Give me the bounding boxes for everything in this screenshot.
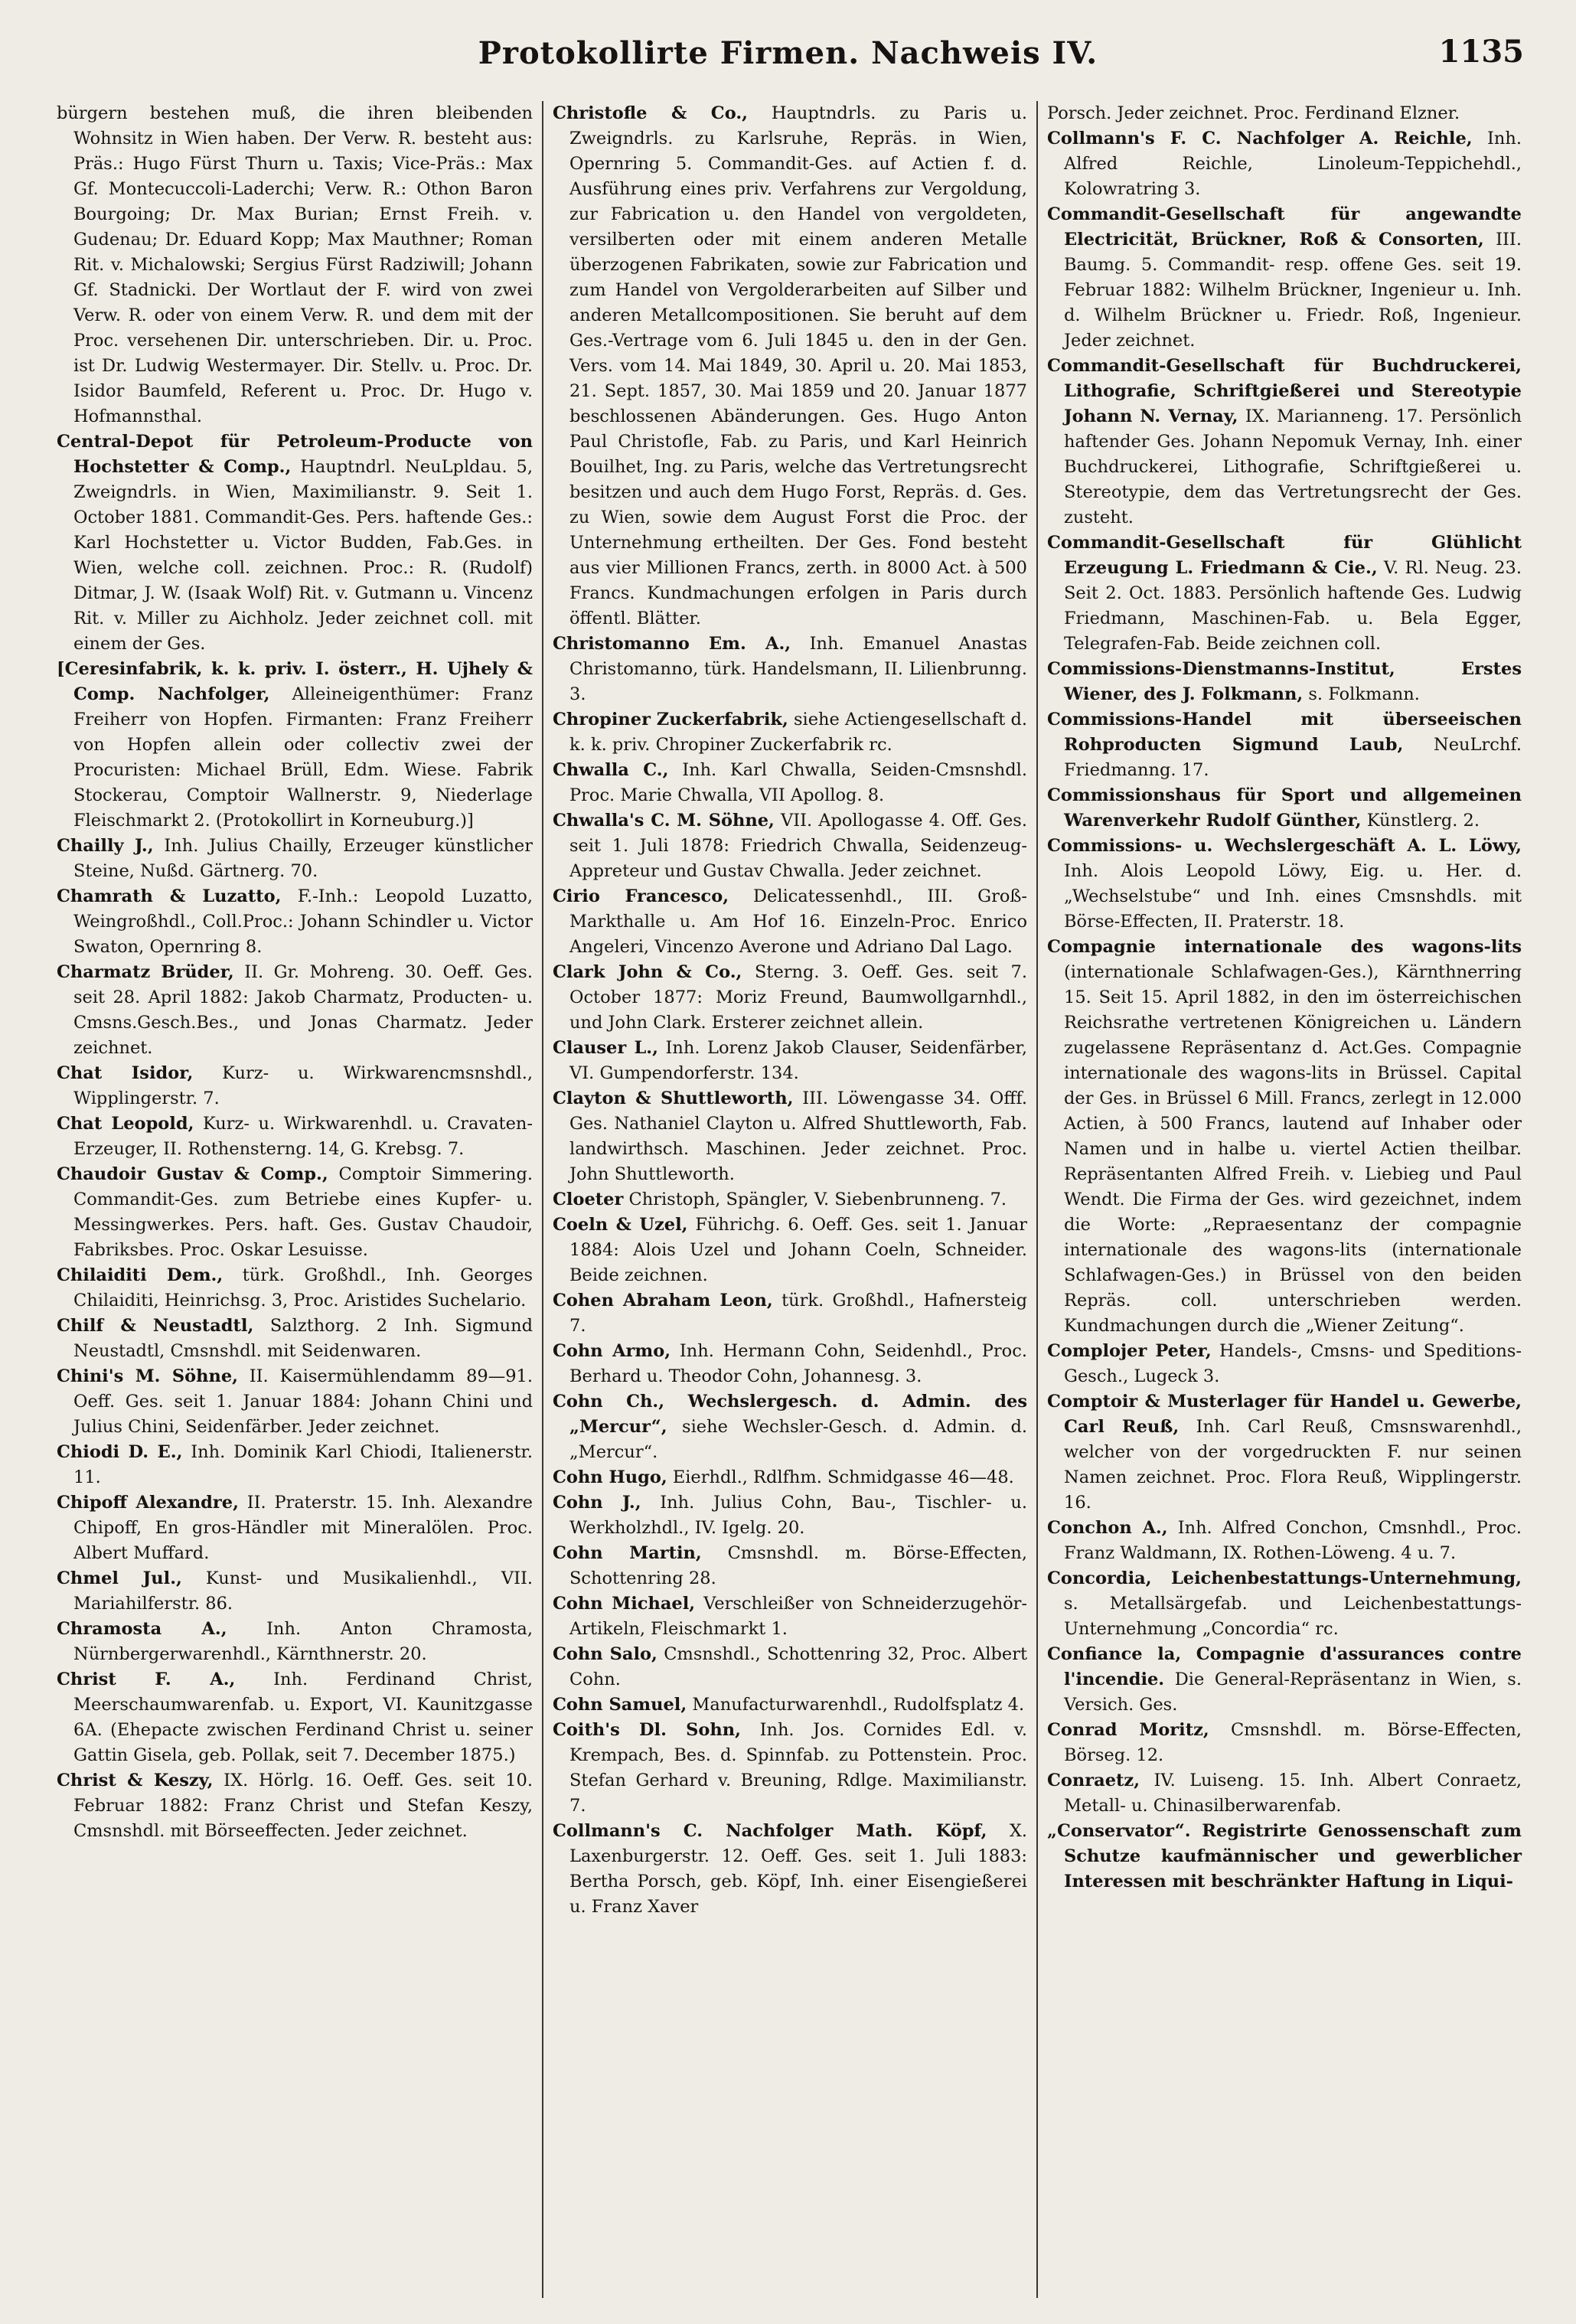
- directory-entry: [553, 808, 1027, 884]
- entry-text: II. Praterstr. 15. Inh. Alexandre Chipoff, En gros-Händler mit Mineralölen. Proc. Albert Muffard.: [73, 1493, 533, 1563]
- firm-name: Chat Leopold,: [57, 1114, 194, 1134]
- entry-text: IX. Marianneng. 17. Persönlich haftender Ges. Johann Nepomuk Vernay, Inh. einer Buchdruckerei, Lithografie, Schriftgießerei u. Stereotypie, dem das Vertretungsrecht der Ges. zusteht.: [1064, 406, 1522, 527]
- firm-name: Cohn Armo,: [553, 1341, 671, 1361]
- entry-text: Delicatessenhdl., III. Groß-Markthalle u. Am Hof 16. Einzeln-Proc. Enrico Angeleri, Vincenzo Averone und Adriano Dal Lago.: [569, 886, 1028, 957]
- firm-name: Chipoff Alexandre,: [57, 1493, 239, 1513]
- directory-entry: [57, 1364, 533, 1440]
- directory-entry: [1047, 834, 1522, 935]
- directory-entry: [553, 1642, 1027, 1692]
- entry-text: Hauptndrls. zu Paris u. Zweigndrls. zu Karlsruhe, Repräs. in Wien, Opernring 5. Commandit-Ges. auf Actien f. d. Ausführung eines priv. Verfahrens zur Vergoldung, zur Fabrication u. den Handel von vergoldeten, versilberten oder mit einem anderen Metalle überzogenen Fabrikaten, sowie zur Fabrication und zum Handel von Vergolderarbeiten auf Silber und anderen Metallcompositionen. Sie beruht auf dem Ges.-Vertrage vom 6. Juli 1845 u. den in der Gen. Vers. vom 14. Mai 1849, 30. April u. 20. Mai 1853, 21. Sept. 1857, 30. Mai 1859 und 20. Januar 1877 beschlossenen Abänderungen. Ges. Hugo Anton Paul Christofle, Fab. zu Paris, und Karl Heinrich Bouilhet, Ing. zu Paris, welche das Vertretungsrecht besitzen und auch dem Hugo Forst, Repräs. d. Ges. zu Wien, sowie dem August Forst die Proc. der Unternehmung ertheilten. Der Ges. Fond besteht aus vier Millionen Francs, zerth. in 8000 Act. à 500 Francs. Kundmachungen erfolgen in Paris durch öffentl. Blätter.: [569, 103, 1028, 628]
- text-columns: [47, 101, 1532, 2298]
- firm-name: Cohn Hugo,: [553, 1467, 667, 1487]
- entry-text: siehe Actiengesellschaft d. k. k. priv. Chropiner Zuckerfabrik rc.: [569, 710, 1027, 755]
- firm-name: Chwalla's C. M. Söhne,: [553, 811, 775, 831]
- entry-text: Inh. Alois Leopold Löwy, Eig. u. Her. d. „Wechselstube“ und Inh. eines Cmsnshdls. mit Börse-Effecten, II. Praterstr. 18.: [1064, 861, 1522, 932]
- entry-text: Inh. Dominik Karl Chiodi, Italienerstr. 11.: [73, 1442, 533, 1487]
- directory-entry: [553, 1187, 1027, 1213]
- directory-entry: [1047, 1389, 1522, 1516]
- entry-text: V. Rl. Neug. 23. Seit 2. Oct. 1883. Persönlich haftende Ges. Ludwig Friedmann, Maschinen-Fab. u. Bela Egger, Telegrafen-Fab. Beide zeichnen coll.: [1064, 558, 1522, 654]
- entry-text: Inh. Jos. Cornides Edl. v. Krempach, Bes. d. Spinnfab. zu Pottenstein. Proc. Stefan Gerhard v. Breuning, Rdlge. Maximilianstr. 7.: [569, 1720, 1027, 1816]
- firm-name: Cloeter: [553, 1190, 624, 1209]
- column-2: [542, 101, 1036, 2298]
- directory-entry: [553, 884, 1027, 960]
- directory-entry: [553, 632, 1027, 707]
- entry-text: IX. Hörlg. 16. Oeff. Ges. seit 10. Februar 1882: Franz Christ und Stefan Keszy, Cmsnshdl. mit Börseeffecten. Jeder zeichnet.: [73, 1771, 533, 1841]
- directory-entry: [1047, 657, 1522, 707]
- column-3: [1036, 101, 1531, 2298]
- firm-name: Coeln & Uzel,: [553, 1215, 688, 1235]
- entry-text: Inh. Alfred Conchon, Cmsnhdl., Proc. Franz Waldmann, IX. Rothen-Löweng. 4 u. 7.: [1064, 1518, 1522, 1563]
- entry-text: siehe Wechsler-Gesch. d. Admin. d. „Mercur“.: [569, 1417, 1027, 1462]
- directory-entry: [553, 707, 1027, 758]
- entry-text: Führichg. 6. Oeff. Ges. seit 1. Januar 1884: Alois Uzel und Johann Coeln, Schneider. Beide zeichnen.: [569, 1215, 1028, 1285]
- directory-entry: [553, 1465, 1027, 1490]
- entry-text: Künstlerg. 2.: [1366, 811, 1480, 831]
- directory-entry: [553, 1086, 1027, 1187]
- entry-text: Kurz- u. Wirkwarencmsnshdl., Wipplingerstr. 7.: [73, 1063, 533, 1108]
- directory-entry: [553, 101, 1027, 632]
- entry-text: (internationale Schlafwagen-Ges.), Kärnthnerring 15. Seit 15. April 1882, in den im österreichischen Reichsrathe vertretenen Königreichen u. Ländern zugelassene Repräsentanz d. Act.Ges. Compagnie internationale des wagons-lits in Brüssel. Capital der Ges. in Brüssel 6 Mill. Francs, zerlegt in 12.000 Actien, à 500 Francs, lautend auf Inhaber oder Namen und in halbe u. viertel Actien theilbar. Repräsentanten Alfred Freih. v. Liebieg und Paul Wendt. Die Firma der Ges. wird gezeichnet, indem die Worte: „Repraesentanz der compagnie internationale des wagons-lits (internationale Schlafwagen-Ges.) in Brüssel von den beiden Repräs. coll. unterschrieben werden. Kundmachungen durch die „Wiener Zeitung“.: [1064, 962, 1522, 1336]
- directory-entry: [1047, 126, 1522, 202]
- firm-name: Clauser L.,: [553, 1038, 658, 1058]
- firm-name: Chilf & Neustadtl,: [57, 1316, 254, 1336]
- firm-name: Cohn Michael,: [553, 1594, 696, 1614]
- entry-text: Kurz- u. Wirkwarenhdl. u. Cravaten-Erzeuger, II. Rothensterng. 14, G. Krebsg. 7.: [73, 1114, 533, 1159]
- entry-text: Christoph, Spängler, V. Siebenbrunneng. 7.: [628, 1190, 1007, 1209]
- firm-name: Central-Depot für Petroleum-Producte von Hochstetter & Comp.,: [57, 432, 533, 477]
- directory-entry: [553, 1389, 1027, 1465]
- directory-entry: [1047, 530, 1522, 657]
- firm-name: Complojer Peter,: [1047, 1341, 1212, 1361]
- directory-entry: [1047, 354, 1522, 530]
- firm-name: Cohen Abraham Leon,: [553, 1291, 773, 1311]
- firm-name: „Conservator“. Registrirte Genossenschaft zum Schutze kaufmännischer und gewerblicher Interessen mit beschränkter Haftung in Liqui-: [1047, 1821, 1522, 1892]
- firm-name: Conrad Moritz,: [1047, 1720, 1209, 1740]
- firm-name: Cohn Ch., Wechslergesch. d. Admin. des „Mercur“,: [553, 1392, 1027, 1437]
- directory-entry: [1047, 1339, 1522, 1389]
- firm-name: Cohn J.,: [553, 1493, 641, 1513]
- entry-text: Inh. Carl Reuß, Cmsnswarenhdl., welcher von der vorgedruckten F. nur seinen Namen zeichnet. Proc. Flora Reuß, Wipplingerstr. 16.: [1064, 1417, 1522, 1513]
- directory-entry: [1047, 1768, 1522, 1819]
- firm-name: Chilaiditi Dem.,: [57, 1265, 224, 1285]
- entry-text: Cmsnshdl., Schottenring 32, Proc. Albert Cohn.: [569, 1644, 1027, 1689]
- firm-name: Conchon A.,: [1047, 1518, 1168, 1538]
- entry-text: Salzthorg. 2 Inh. Sigmund Neustadtl, Cmsnshdl. mit Seidenwaren.: [73, 1316, 533, 1361]
- entry-text: F.-Inh.: Leopold Luzatto, Weingroßhdl., Coll.Proc.: Johann Schindler u. Victor Swaton, Opernring 8.: [73, 886, 533, 957]
- entry-text: III. Löwengasse 34. Offf. Ges. Nathaniel Clayton u. Alfred Shuttleworth, Fab. landwirthsch. Maschinen. Jeder zeichnet. Proc. John Shuttleworth.: [569, 1089, 1027, 1184]
- entry-text: Die General-Repräsentanz in Wien, s. Versich. Ges.: [1064, 1670, 1522, 1715]
- directory-entry: [553, 758, 1027, 808]
- directory-entry: [1047, 202, 1522, 354]
- entry-text: Porsch. Jeder zeichnet. Proc. Ferdinand Elzner.: [1047, 103, 1460, 123]
- running-title: Protokollirte Firmen. Nachweis IV.: [478, 35, 1098, 71]
- firm-name: Commissionshaus für Sport und allgemeinen Warenverkehr Rudolf Günther,: [1047, 785, 1522, 831]
- entry-text: Manufacturwarenhdl., Rudolfsplatz 4.: [692, 1695, 1025, 1715]
- directory-entry: [553, 1490, 1027, 1541]
- directory-entry: [57, 1314, 533, 1364]
- entry-text: Comptoir Simmering. Commandit-Ges. zum Betriebe eines Kupfer- u. Messingwerkes. Pers. haft. Ges. Gustav Chaudoir, Fabriksbes. Proc. Oskar Lesuisse.: [73, 1164, 533, 1260]
- directory-entry: [57, 960, 533, 1061]
- directory-entry: [57, 1263, 533, 1314]
- directory-entry: [57, 1061, 533, 1111]
- firm-name: Chini's M. Söhne,: [57, 1366, 239, 1386]
- directory-entry: [57, 101, 533, 429]
- directory-entry: [553, 1213, 1027, 1288]
- firm-name: Christofle & Co.,: [553, 103, 748, 123]
- directory-entry: [553, 1036, 1027, 1086]
- firm-name: Charmatz Brüder,: [57, 962, 234, 982]
- directory-entry: [57, 834, 533, 884]
- firm-name: Christomanno Em. A.,: [553, 634, 791, 654]
- firm-name: Commandit-Gesellschaft für angewandte Electricität, Brückner, Roß & Consorten,: [1047, 204, 1522, 250]
- entry-text: Kunst- und Musikalienhdl., VII. Mariahilferstr. 86.: [73, 1568, 533, 1614]
- entry-text: Inh. Emanuel Anastas Christomanno, türk. Handelsmann, II. Lilienbrunng. 3.: [569, 634, 1027, 704]
- directory-entry: [57, 1768, 533, 1844]
- directory-entry: [553, 1591, 1027, 1642]
- directory-entry: [553, 1692, 1027, 1718]
- entry-text: Inh. Hermann Cohn, Seidenhdl., Proc. Berhard u. Theodor Cohn, Johannesg. 3.: [569, 1341, 1027, 1386]
- entry-text: NeuLrchf. Friedmanng. 17.: [1064, 735, 1522, 780]
- firm-name: Compagnie internationale des wagons-lits: [1047, 937, 1522, 957]
- firm-name: Commissions-Handel mit überseeischen Rohproducten Sigmund Laub,: [1047, 710, 1522, 755]
- page-number: 1135: [1438, 34, 1524, 70]
- entry-text: VII. Apollogasse 4. Off. Ges. seit 1. Juli 1878: Friedrich Chwalla, Seidenzeug-Appreteur und Gustav Chwalla. Jeder zeichnet.: [569, 811, 1028, 881]
- directory-entry: [57, 1440, 533, 1490]
- firm-name: Commissions- u. Wechslergeschäft A. L. Löwy,: [1047, 836, 1522, 856]
- firm-name: Chat Isidor,: [57, 1063, 194, 1083]
- page-header: [46, 23, 1530, 77]
- directory-entry: [57, 429, 533, 657]
- directory-entry: [1047, 1718, 1522, 1768]
- entry-text: Inh. Lorenz Jakob Clauser, Seidenfärber, VI. Gumpendorferstr. 134.: [569, 1038, 1027, 1083]
- entry-text: X. Laxenburgerstr. 12. Oeff. Ges. seit 1. Juli 1883: Bertha Porsch, geb. Köpf, Inh. einer Eisengießerei u. Franz Xaver: [569, 1821, 1027, 1917]
- firm-name: Chailly J.,: [57, 836, 154, 856]
- firm-name: Conraetz,: [1047, 1771, 1140, 1790]
- entry-text: s. Folkmann.: [1308, 684, 1420, 704]
- entry-text: Inh. Anton Chramosta, Nürnbergerwarenhdl., Kärnthnerstr. 20.: [73, 1619, 533, 1664]
- firm-name: Christ & Keszy,: [57, 1771, 214, 1790]
- entry-text: Inh. Julius Cohn, Bau-, Tischler- u. Werkholzhdl., IV. Igelg. 20.: [569, 1493, 1028, 1538]
- firm-name: Cohn Martin,: [553, 1543, 702, 1563]
- directory-entry: [57, 657, 533, 834]
- entry-text: Sterng. 3. Oeff. Ges. seit 7. October 1877: Moriz Freund, Baumwollgarnhdl., und John Clark. Ersterer zeichnet allein.: [569, 962, 1027, 1033]
- directory-entry: [1047, 101, 1522, 126]
- entry-text: Inh. Ferdinand Christ, Meerschaumwarenfab. u. Export, VI. Kaunitzgasse 6A. (Ehepacte zwischen Ferdinand Christ u. seiner Gattin Gisela, geb. Pollak, seit 7. December 1875.): [73, 1670, 533, 1765]
- entry-text: Cmsnshdl. m. Börse-Effecten, Schottenring 28.: [569, 1543, 1028, 1588]
- entry-text: Hauptndrl. NeuLpldau. 5, Zweigndrls. in Wien, Maximilianstr. 9. Seit 1. October 1881. Commandit-Ges. Pers. haftende Ges.: Karl Hochstetter u. Victor Budden, Fab.Ges. in Wien, welche coll. zeichnen. Proc.: R. (Rudolf) Ditmar, J. W. (Isaak Wolf) Rit. v. Gutmann u. Vincenz Rit. v. Miller zu Aichholz. Jeder zeichnet coll. mit einem der Ges.: [73, 457, 533, 654]
- directory-entry: [553, 1718, 1027, 1819]
- directory-entry: [553, 1288, 1027, 1339]
- entry-text: Eierhdl., Rdlfhm. Schmidgasse 46—48.: [672, 1467, 1014, 1487]
- firm-name: Coith's Dl. Sohn,: [553, 1720, 741, 1740]
- directory-entry: [553, 1339, 1027, 1389]
- entry-text: Handels-, Cmsns- und Speditions-Gesch., Lugeck 3.: [1064, 1341, 1522, 1386]
- directory-entry: [57, 1162, 533, 1263]
- firm-name: Christ F. A.,: [57, 1670, 236, 1689]
- firm-name: Commissions-Dienstmanns-Institut, Erstes Wiener, des J. Folkmann,: [1047, 659, 1522, 704]
- directory-entry: [57, 1667, 533, 1768]
- directory-entry: [57, 1490, 533, 1566]
- directory-entry: [1047, 1819, 1522, 1895]
- directory-entry: [57, 1617, 533, 1667]
- entry-text: Cmsnshdl. m. Börse-Effecten, Börseg. 12.: [1064, 1720, 1522, 1765]
- entry-text: II. Gr. Mohreng. 30. Oeff. Ges. seit 28. April 1882: Jakob Charmatz, Producten- u. Cmsns.Gesch.Bes., und Jonas Charmatz. Jeder zeichnet.: [73, 962, 533, 1058]
- directory-entry: [553, 1819, 1027, 1920]
- firm-name: Cirio Francesco,: [553, 886, 729, 906]
- entry-text: Inh. Alfred Reichle, Linoleum-Teppichehdl., Kolowratring 3.: [1064, 129, 1522, 199]
- firm-name: Commandit-Gesellschaft für Glühlicht Erzeugung L. Friedmann & Cie.,: [1047, 533, 1522, 578]
- entry-text: bürgern bestehen muß, die ihren bleibenden Wohnsitz in Wien haben. Der Verw. R. besteht aus: Präs.: Hugo Fürst Thurn u. Taxis; Vice-Präs.: Max Gf. Montecuccoli-Laderchi; Verw. R.: Othon Baron Bourgoing; Dr. Max Burian; Ernst Freih. v. Gudenau; Dr. Eduard Kopp; Max Mauthner; Roman Rit. v. Michalowski; Sergius Fürst Radziwill; Johann Gf. Stadnicki. Der Wortlaut der F. wird von zwei Verw. R. oder von einem Verw. R. und dem mit der Proc. versehenen Dir. unterschrieben. Dir. u. Proc. ist Dr. Ludwig Westermayer. Dir. Stellv. u. Proc. Dr. Isidor Baumfeld, Referent u. Proc. Dr. Hugo v. Hofmannsthal.: [57, 103, 533, 426]
- firm-name: Commandit-Gesellschaft für Buchdruckerei, Lithografie, Schriftgießerei und Stereotypie Johann N. Vernay,: [1047, 356, 1522, 426]
- entry-text: Inh. Julius Chailly, Erzeuger künstlicher Steine, Nußd. Gärtnerg. 70.: [73, 836, 533, 881]
- entry-text: III. Baumg. 5. Commandit- resp. offene Ges. seit 19. Februar 1882: Wilhelm Brückner, Ingenieur u. Inh. d. Wilhelm Brückner u. Friedr. Roß, Ingenieur. Jeder zeichnet.: [1064, 230, 1522, 351]
- firm-name: Chaudoir Gustav & Comp.,: [57, 1164, 328, 1184]
- firm-name: Concordia, Leichenbestattungs-Unternehmung,: [1047, 1568, 1522, 1588]
- firm-name: Chwalla C.,: [553, 760, 669, 780]
- directory-entry: [1047, 1566, 1522, 1642]
- directory-entry: [1047, 935, 1522, 1339]
- entry-text: türk. Großhdl., Hafnersteig 7.: [569, 1291, 1027, 1336]
- directory-entry: [1047, 707, 1522, 783]
- directory-entry: [553, 960, 1027, 1036]
- firm-name: Cohn Salo,: [553, 1644, 657, 1664]
- firm-name: Collmann's F. C. Nachfolger A. Reichle,: [1047, 129, 1473, 149]
- directory-entry: [1047, 1516, 1522, 1566]
- firm-name: Chamrath & Luzatto,: [57, 886, 282, 906]
- firm-name: Comptoir & Musterlager für Handel u. Gewerbe, Carl Reuß,: [1047, 1392, 1522, 1437]
- firm-name: Clark John & Co.,: [553, 962, 742, 982]
- entry-text: IV. Luiseng. 15. Inh. Albert Conraetz, Metall- u. Chinasilberwarenfab.: [1064, 1771, 1522, 1816]
- directory-entry: [57, 1566, 533, 1617]
- firm-name: Chropiner Zuckerfabrik,: [553, 710, 788, 730]
- firm-name: [Ceresinfabrik, k. k. priv. I. österr., H. Ujhely & Comp. Nachfolger,: [57, 659, 533, 704]
- firm-name: Chramosta A.,: [57, 1619, 227, 1639]
- firm-name: Confiance la, Compagnie d'assurances contre l'incendie.: [1047, 1644, 1522, 1689]
- directory-entry: [1047, 783, 1522, 834]
- firm-name: Chiodi D. E.,: [57, 1442, 183, 1462]
- entry-text: s. Metallsärgefab. und Leichenbestattungs-Unternehmung „Concordia“ rc.: [1064, 1594, 1522, 1639]
- firm-name: Cohn Samuel,: [553, 1695, 687, 1715]
- entry-text: Alleineigenthümer: Franz Freiherr von Hopfen. Firmanten: Franz Freiherr von Hopfen allein oder collectiv zwei der Procuristen: Michael Brüll, Edm. Wiese. Fabrik Stockerau, Comptoir Wallnerstr. 9, Niederlage Fleischmarkt 2. (Protokollirt in Korneuburg.)]: [73, 684, 533, 831]
- directory-entry: [57, 1111, 533, 1162]
- entry-text: Inh. Karl Chwalla, Seiden-Cmsnshdl. Proc. Marie Chwalla, VII Apollog. 8.: [569, 760, 1027, 805]
- column-1: [47, 101, 542, 2298]
- entry-text: II. Kaisermühlendamm 89—91. Oeff. Ges. seit 1. Januar 1884: Johann Chini und Julius Chini, Seidenfärber. Jeder zeichnet.: [73, 1366, 533, 1437]
- directory-entry: [57, 884, 533, 960]
- entry-text: türk. Großhdl., Inh. Georges Chilaiditi, Heinrichsg. 3, Proc. Aristides Suchelario.: [73, 1265, 533, 1311]
- firm-name: Clayton & Shuttleworth,: [553, 1089, 794, 1108]
- entry-text: Verschleißer von Schneiderzugehör-Artikeln, Fleischmarkt 1.: [569, 1594, 1027, 1639]
- directory-entry: [1047, 1642, 1522, 1718]
- directory-entry: [553, 1541, 1027, 1591]
- firm-name: Collmann's C. Nachfolger Math. Köpf,: [553, 1821, 987, 1841]
- firm-name: Chmel Jul.,: [57, 1568, 182, 1588]
